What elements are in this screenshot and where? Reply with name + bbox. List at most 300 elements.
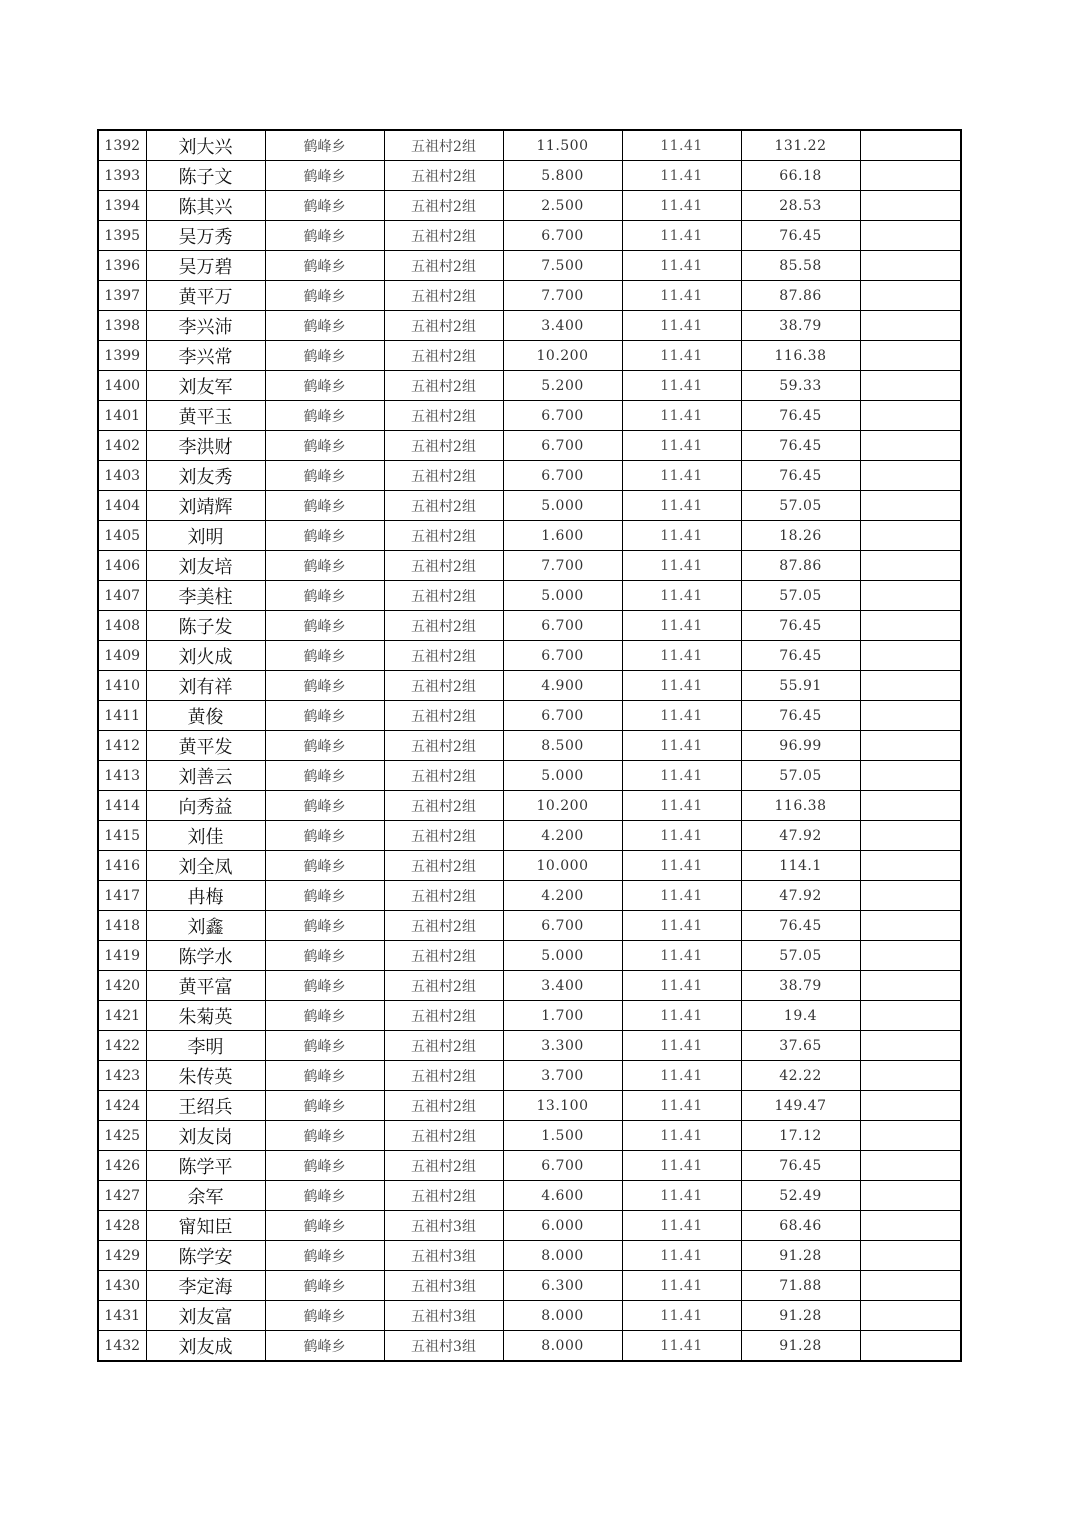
remark-cell <box>860 1271 961 1301</box>
remark-cell <box>860 821 961 851</box>
area-cell: 3.400 <box>503 311 622 341</box>
row-number-cell: 1422 <box>98 1031 146 1061</box>
row-number-cell: 1395 <box>98 221 146 251</box>
village-group-cell: 五祖村2组 <box>384 191 503 221</box>
remark-cell <box>860 401 961 431</box>
village-group-cell: 五祖村2组 <box>384 671 503 701</box>
township-cell: 鹤峰乡 <box>265 401 384 431</box>
table-body <box>98 130 961 1361</box>
table-row <box>98 701 961 731</box>
unit-rate-cell: 11.41 <box>622 911 741 941</box>
area-cell: 6.700 <box>503 641 622 671</box>
unit-rate-cell: 11.41 <box>622 1151 741 1181</box>
village-group-cell: 五祖村2组 <box>384 761 503 791</box>
row-number-cell: 1407 <box>98 581 146 611</box>
name-cell: 冉梅 <box>146 881 265 911</box>
amount-cell: 55.91 <box>741 671 860 701</box>
remark-cell <box>860 791 961 821</box>
amount-cell: 52.49 <box>741 1181 860 1211</box>
table-row <box>98 731 961 761</box>
area-cell: 10.200 <box>503 341 622 371</box>
township-cell: 鹤峰乡 <box>265 341 384 371</box>
amount-cell: 47.92 <box>741 881 860 911</box>
village-group-cell: 五祖村2组 <box>384 401 503 431</box>
unit-rate-cell: 11.41 <box>622 161 741 191</box>
amount-cell: 68.46 <box>741 1211 860 1241</box>
township-cell: 鹤峰乡 <box>265 1031 384 1061</box>
village-group-cell: 五祖村2组 <box>384 371 503 401</box>
amount-cell: 76.45 <box>741 611 860 641</box>
village-group-cell: 五祖村2组 <box>384 611 503 641</box>
township-cell: 鹤峰乡 <box>265 191 384 221</box>
row-number-cell: 1394 <box>98 191 146 221</box>
unit-rate-cell: 11.41 <box>622 221 741 251</box>
row-number-cell: 1399 <box>98 341 146 371</box>
village-group-cell: 五祖村2组 <box>384 1121 503 1151</box>
unit-rate-cell: 11.41 <box>622 821 741 851</box>
township-cell: 鹤峰乡 <box>265 371 384 401</box>
remark-cell <box>860 1181 961 1211</box>
table-row <box>98 491 961 521</box>
township-cell: 鹤峰乡 <box>265 1181 384 1211</box>
township-cell: 鹤峰乡 <box>265 161 384 191</box>
table-row <box>98 911 961 941</box>
township-cell: 鹤峰乡 <box>265 941 384 971</box>
row-number-cell: 1401 <box>98 401 146 431</box>
row-number-cell: 1432 <box>98 1331 146 1362</box>
village-group-cell: 五祖村2组 <box>384 851 503 881</box>
amount-cell: 76.45 <box>741 641 860 671</box>
area-cell: 4.200 <box>503 821 622 851</box>
amount-cell: 57.05 <box>741 941 860 971</box>
unit-rate-cell: 11.41 <box>622 491 741 521</box>
area-cell: 6.700 <box>503 911 622 941</box>
remark-cell <box>860 1061 961 1091</box>
table-row <box>98 1031 961 1061</box>
area-cell: 8.000 <box>503 1241 622 1271</box>
remark-cell <box>860 881 961 911</box>
amount-cell: 96.99 <box>741 731 860 761</box>
name-cell: 陈学水 <box>146 941 265 971</box>
table-row <box>98 191 961 221</box>
township-cell: 鹤峰乡 <box>265 1241 384 1271</box>
amount-cell: 85.58 <box>741 251 860 281</box>
table-row <box>98 791 961 821</box>
remark-cell <box>860 491 961 521</box>
unit-rate-cell: 11.41 <box>622 1031 741 1061</box>
name-cell: 刘有祥 <box>146 671 265 701</box>
township-cell: 鹤峰乡 <box>265 701 384 731</box>
name-cell: 陈子文 <box>146 161 265 191</box>
name-cell: 刘友富 <box>146 1301 265 1331</box>
unit-rate-cell: 11.41 <box>622 1211 741 1241</box>
amount-cell: 38.79 <box>741 971 860 1001</box>
name-cell: 刘明 <box>146 521 265 551</box>
unit-rate-cell: 11.41 <box>622 731 741 761</box>
township-cell: 鹤峰乡 <box>265 851 384 881</box>
amount-cell: 66.18 <box>741 161 860 191</box>
name-cell: 刘佳 <box>146 821 265 851</box>
township-cell: 鹤峰乡 <box>265 461 384 491</box>
row-number-cell: 1397 <box>98 281 146 311</box>
area-cell: 3.300 <box>503 1031 622 1061</box>
remark-cell <box>860 1091 961 1121</box>
area-cell: 6.700 <box>503 701 622 731</box>
township-cell: 鹤峰乡 <box>265 791 384 821</box>
row-number-cell: 1396 <box>98 251 146 281</box>
area-cell: 7.500 <box>503 251 622 281</box>
unit-rate-cell: 11.41 <box>622 341 741 371</box>
amount-cell: 149.47 <box>741 1091 860 1121</box>
village-group-cell: 五祖村2组 <box>384 521 503 551</box>
amount-cell: 76.45 <box>741 1151 860 1181</box>
village-group-cell: 五祖村2组 <box>384 731 503 761</box>
area-cell: 8.000 <box>503 1331 622 1362</box>
village-group-cell: 五祖村2组 <box>384 461 503 491</box>
name-cell: 李洪财 <box>146 431 265 461</box>
township-cell: 鹤峰乡 <box>265 1271 384 1301</box>
area-cell: 4.200 <box>503 881 622 911</box>
area-cell: 1.600 <box>503 521 622 551</box>
unit-rate-cell: 11.41 <box>622 371 741 401</box>
remark-cell <box>860 1241 961 1271</box>
remark-cell <box>860 851 961 881</box>
township-cell: 鹤峰乡 <box>265 731 384 761</box>
township-cell: 鹤峰乡 <box>265 1151 384 1181</box>
village-group-cell: 五祖村3组 <box>384 1211 503 1241</box>
area-cell: 11.500 <box>503 130 622 161</box>
village-group-cell: 五祖村2组 <box>384 1061 503 1091</box>
row-number-cell: 1427 <box>98 1181 146 1211</box>
unit-rate-cell: 11.41 <box>622 611 741 641</box>
table-row <box>98 371 961 401</box>
table-row <box>98 1271 961 1301</box>
township-cell: 鹤峰乡 <box>265 221 384 251</box>
amount-cell: 57.05 <box>741 581 860 611</box>
remark-cell <box>860 671 961 701</box>
unit-rate-cell: 11.41 <box>622 791 741 821</box>
amount-cell: 76.45 <box>741 461 860 491</box>
table-row <box>98 401 961 431</box>
township-cell: 鹤峰乡 <box>265 1331 384 1362</box>
unit-rate-cell: 11.41 <box>622 281 741 311</box>
name-cell: 李兴常 <box>146 341 265 371</box>
unit-rate-cell: 11.41 <box>622 941 741 971</box>
amount-cell: 116.38 <box>741 791 860 821</box>
village-group-cell: 五祖村2组 <box>384 821 503 851</box>
area-cell: 3.700 <box>503 1061 622 1091</box>
table-row <box>98 1151 961 1181</box>
row-number-cell: 1412 <box>98 731 146 761</box>
amount-cell: 91.28 <box>741 1331 860 1362</box>
table-row <box>98 821 961 851</box>
unit-rate-cell: 11.41 <box>622 191 741 221</box>
remark-cell <box>860 911 961 941</box>
unit-rate-cell: 11.41 <box>622 971 741 1001</box>
name-cell: 朱传英 <box>146 1061 265 1091</box>
name-cell: 刘大兴 <box>146 130 265 161</box>
unit-rate-cell: 11.41 <box>622 581 741 611</box>
township-cell: 鹤峰乡 <box>265 1091 384 1121</box>
area-cell: 6.700 <box>503 611 622 641</box>
subsidy-table-container <box>97 129 962 1362</box>
village-group-cell: 五祖村2组 <box>384 281 503 311</box>
amount-cell: 17.12 <box>741 1121 860 1151</box>
remark-cell <box>860 311 961 341</box>
unit-rate-cell: 11.41 <box>622 461 741 491</box>
village-group-cell: 五祖村3组 <box>384 1301 503 1331</box>
name-cell: 刘火成 <box>146 641 265 671</box>
table-row <box>98 1301 961 1331</box>
name-cell: 吴万碧 <box>146 251 265 281</box>
name-cell: 刘友岗 <box>146 1121 265 1151</box>
unit-rate-cell: 11.41 <box>622 1001 741 1031</box>
remark-cell <box>860 130 961 161</box>
township-cell: 鹤峰乡 <box>265 521 384 551</box>
name-cell: 陈学平 <box>146 1151 265 1181</box>
remark-cell <box>860 221 961 251</box>
table-row <box>98 671 961 701</box>
remark-cell <box>860 551 961 581</box>
village-group-cell: 五祖村2组 <box>384 1091 503 1121</box>
row-number-cell: 1392 <box>98 130 146 161</box>
area-cell: 6.700 <box>503 221 622 251</box>
remark-cell <box>860 611 961 641</box>
area-cell: 5.800 <box>503 161 622 191</box>
table-row <box>98 551 961 581</box>
table-row <box>98 1211 961 1241</box>
area-cell: 5.000 <box>503 941 622 971</box>
village-group-cell: 五祖村2组 <box>384 221 503 251</box>
amount-cell: 19.4 <box>741 1001 860 1031</box>
name-cell: 李明 <box>146 1031 265 1061</box>
row-number-cell: 1430 <box>98 1271 146 1301</box>
area-cell: 13.100 <box>503 1091 622 1121</box>
table-row <box>98 1121 961 1151</box>
name-cell: 刘靖辉 <box>146 491 265 521</box>
remark-cell <box>860 581 961 611</box>
name-cell: 陈子发 <box>146 611 265 641</box>
remark-cell <box>860 1151 961 1181</box>
unit-rate-cell: 11.41 <box>622 1061 741 1091</box>
subsidy-table <box>97 129 962 1362</box>
name-cell: 刘善云 <box>146 761 265 791</box>
row-number-cell: 1421 <box>98 1001 146 1031</box>
name-cell: 黄俊 <box>146 701 265 731</box>
table-row <box>98 521 961 551</box>
unit-rate-cell: 11.41 <box>622 431 741 461</box>
amount-cell: 59.33 <box>741 371 860 401</box>
remark-cell <box>860 521 961 551</box>
area-cell: 5.200 <box>503 371 622 401</box>
unit-rate-cell: 11.41 <box>622 521 741 551</box>
amount-cell: 57.05 <box>741 761 860 791</box>
table-row <box>98 251 961 281</box>
unit-rate-cell: 11.41 <box>622 401 741 431</box>
unit-rate-cell: 11.41 <box>622 1331 741 1362</box>
area-cell: 8.500 <box>503 731 622 761</box>
row-number-cell: 1410 <box>98 671 146 701</box>
township-cell: 鹤峰乡 <box>265 130 384 161</box>
area-cell: 7.700 <box>503 281 622 311</box>
township-cell: 鹤峰乡 <box>265 641 384 671</box>
village-group-cell: 五祖村3组 <box>384 1271 503 1301</box>
remark-cell <box>860 1001 961 1031</box>
remark-cell <box>860 1301 961 1331</box>
unit-rate-cell: 11.41 <box>622 881 741 911</box>
amount-cell: 37.65 <box>741 1031 860 1061</box>
table-row <box>98 881 961 911</box>
amount-cell: 76.45 <box>741 701 860 731</box>
unit-rate-cell: 11.41 <box>622 1181 741 1211</box>
table-row <box>98 761 961 791</box>
village-group-cell: 五祖村2组 <box>384 431 503 461</box>
unit-rate-cell: 11.41 <box>622 1301 741 1331</box>
amount-cell: 114.1 <box>741 851 860 881</box>
unit-rate-cell: 11.41 <box>622 251 741 281</box>
table-row <box>98 1181 961 1211</box>
township-cell: 鹤峰乡 <box>265 311 384 341</box>
row-number-cell: 1426 <box>98 1151 146 1181</box>
row-number-cell: 1404 <box>98 491 146 521</box>
name-cell: 黄平玉 <box>146 401 265 431</box>
name-cell: 陈其兴 <box>146 191 265 221</box>
village-group-cell: 五祖村2组 <box>384 311 503 341</box>
remark-cell <box>860 1031 961 1061</box>
area-cell: 10.000 <box>503 851 622 881</box>
area-cell: 6.700 <box>503 1151 622 1181</box>
row-number-cell: 1406 <box>98 551 146 581</box>
village-group-cell: 五祖村2组 <box>384 161 503 191</box>
name-cell: 黄平富 <box>146 971 265 1001</box>
township-cell: 鹤峰乡 <box>265 1001 384 1031</box>
village-group-cell: 五祖村3组 <box>384 1241 503 1271</box>
table-row <box>98 641 961 671</box>
amount-cell: 57.05 <box>741 491 860 521</box>
table-row <box>98 161 961 191</box>
amount-cell: 87.86 <box>741 281 860 311</box>
township-cell: 鹤峰乡 <box>265 1301 384 1331</box>
amount-cell: 76.45 <box>741 431 860 461</box>
amount-cell: 47.92 <box>741 821 860 851</box>
row-number-cell: 1413 <box>98 761 146 791</box>
unit-rate-cell: 11.41 <box>622 551 741 581</box>
amount-cell: 18.26 <box>741 521 860 551</box>
table-row <box>98 461 961 491</box>
village-group-cell: 五祖村2组 <box>384 1001 503 1031</box>
remark-cell <box>860 1211 961 1241</box>
table-row <box>98 1241 961 1271</box>
name-cell: 黄平万 <box>146 281 265 311</box>
name-cell: 甯知臣 <box>146 1211 265 1241</box>
table-row <box>98 851 961 881</box>
name-cell: 李定海 <box>146 1271 265 1301</box>
village-group-cell: 五祖村2组 <box>384 881 503 911</box>
area-cell: 2.500 <box>503 191 622 221</box>
amount-cell: 38.79 <box>741 311 860 341</box>
township-cell: 鹤峰乡 <box>265 551 384 581</box>
row-number-cell: 1409 <box>98 641 146 671</box>
remark-cell <box>860 371 961 401</box>
remark-cell <box>860 941 961 971</box>
township-cell: 鹤峰乡 <box>265 491 384 521</box>
area-cell: 5.000 <box>503 761 622 791</box>
unit-rate-cell: 11.41 <box>622 311 741 341</box>
table-row <box>98 221 961 251</box>
table-row <box>98 1061 961 1091</box>
village-group-cell: 五祖村2组 <box>384 941 503 971</box>
name-cell: 李兴沛 <box>146 311 265 341</box>
table-row <box>98 431 961 461</box>
table-row <box>98 611 961 641</box>
remark-cell <box>860 701 961 731</box>
remark-cell <box>860 641 961 671</box>
table-row <box>98 1091 961 1121</box>
area-cell: 1.700 <box>503 1001 622 1031</box>
name-cell: 李美柱 <box>146 581 265 611</box>
row-number-cell: 1418 <box>98 911 146 941</box>
remark-cell <box>860 761 961 791</box>
name-cell: 吴万秀 <box>146 221 265 251</box>
table-row <box>98 941 961 971</box>
amount-cell: 28.53 <box>741 191 860 221</box>
unit-rate-cell: 11.41 <box>622 1271 741 1301</box>
table-row <box>98 281 961 311</box>
row-number-cell: 1400 <box>98 371 146 401</box>
table-row <box>98 1001 961 1031</box>
township-cell: 鹤峰乡 <box>265 1121 384 1151</box>
village-group-cell: 五祖村2组 <box>384 551 503 581</box>
township-cell: 鹤峰乡 <box>265 881 384 911</box>
name-cell: 刘鑫 <box>146 911 265 941</box>
township-cell: 鹤峰乡 <box>265 581 384 611</box>
area-cell: 8.000 <box>503 1301 622 1331</box>
township-cell: 鹤峰乡 <box>265 761 384 791</box>
row-number-cell: 1429 <box>98 1241 146 1271</box>
name-cell: 向秀益 <box>146 791 265 821</box>
unit-rate-cell: 11.41 <box>622 701 741 731</box>
area-cell: 7.700 <box>503 551 622 581</box>
village-group-cell: 五祖村2组 <box>384 1151 503 1181</box>
remark-cell <box>860 461 961 491</box>
name-cell: 朱菊英 <box>146 1001 265 1031</box>
area-cell: 4.900 <box>503 671 622 701</box>
name-cell: 黄平发 <box>146 731 265 761</box>
village-group-cell: 五祖村2组 <box>384 971 503 1001</box>
row-number-cell: 1414 <box>98 791 146 821</box>
area-cell: 6.300 <box>503 1271 622 1301</box>
row-number-cell: 1428 <box>98 1211 146 1241</box>
amount-cell: 91.28 <box>741 1301 860 1331</box>
name-cell: 陈学安 <box>146 1241 265 1271</box>
village-group-cell: 五祖村2组 <box>384 911 503 941</box>
row-number-cell: 1416 <box>98 851 146 881</box>
row-number-cell: 1403 <box>98 461 146 491</box>
row-number-cell: 1398 <box>98 311 146 341</box>
table-row <box>98 581 961 611</box>
unit-rate-cell: 11.41 <box>622 761 741 791</box>
village-group-cell: 五祖村2组 <box>384 1181 503 1211</box>
area-cell: 5.000 <box>503 581 622 611</box>
amount-cell: 87.86 <box>741 551 860 581</box>
name-cell: 刘友培 <box>146 551 265 581</box>
row-number-cell: 1415 <box>98 821 146 851</box>
row-number-cell: 1402 <box>98 431 146 461</box>
name-cell: 刘全凤 <box>146 851 265 881</box>
table-row <box>98 130 961 161</box>
row-number-cell: 1425 <box>98 1121 146 1151</box>
township-cell: 鹤峰乡 <box>265 971 384 1001</box>
